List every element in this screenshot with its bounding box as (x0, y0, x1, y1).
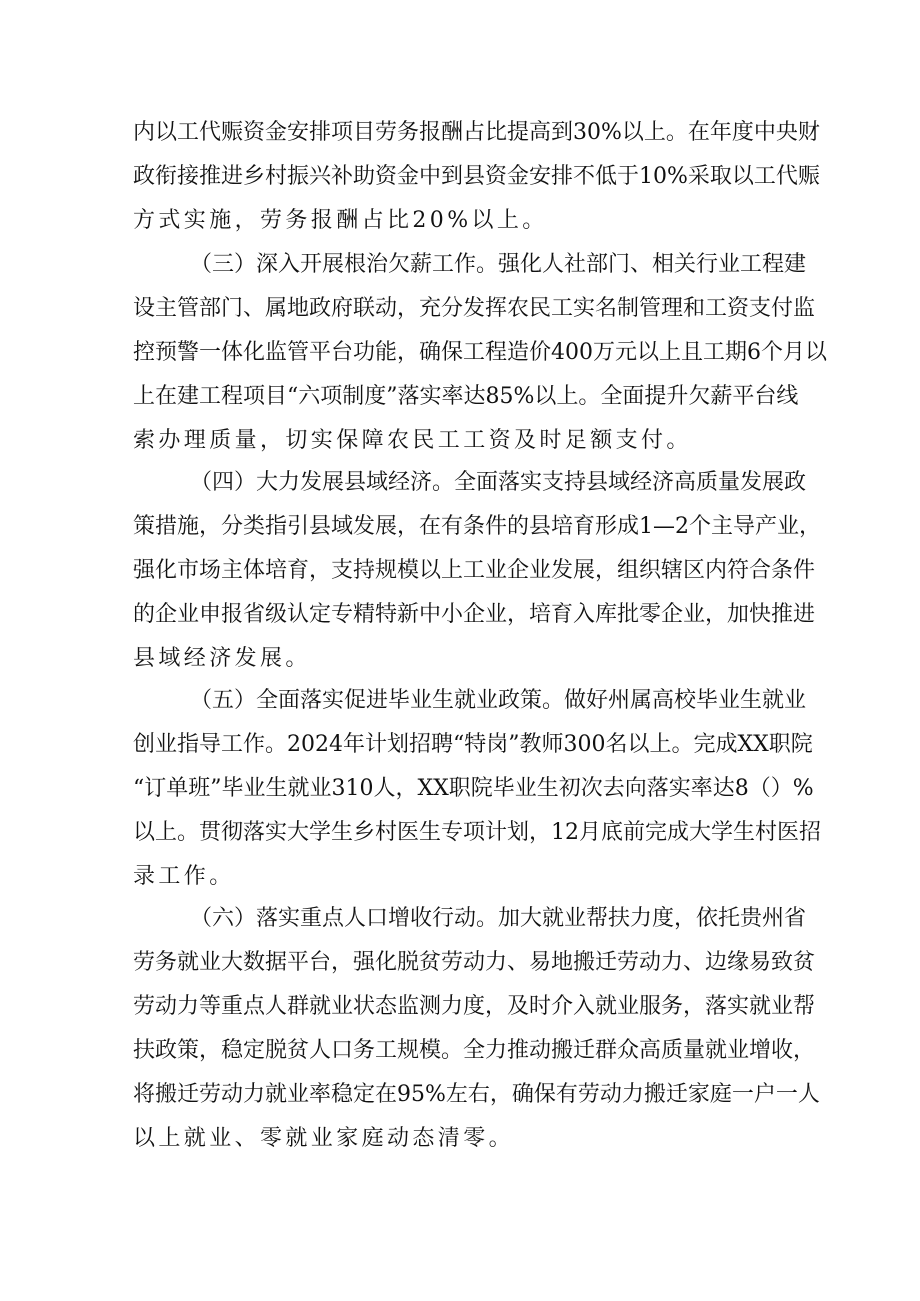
text-line: 策措施，分类指引县域发展，在有条件的县培育形成1—2个主导产业， (133, 514, 821, 539)
text-line: 索办理质量，切实保障农民工工资及时足额支付。 (133, 428, 692, 453)
section-heading-line: （四）大力发展县域经济。全面落实支持县域经济高质量发展政 (190, 470, 807, 495)
text-line: 政衔接推进乡村振兴补助资金中到县资金安排不低于10%采取以工代赈 (133, 164, 820, 189)
section-heading-line: （五）全面落实促进毕业生就业政策。做好州属高校毕业生就业 (190, 688, 807, 713)
text-line: 上在建工程项目“六项制度”落实率达85%以上。全面提升欠薪平台线 (133, 384, 799, 409)
text-line: 劳动力等重点人群就业状态监测力度，及时介入就业服务，落实就业帮 (133, 994, 816, 1019)
text-line: 将搬迁劳动力就业率稳定在95%左右，确保有劳动力搬迁家庭一户一人 (133, 1082, 820, 1107)
section-heading-line: （三）深入开展根治欠薪工作。强化人社部门、相关行业工程建 (190, 252, 807, 277)
text-line: 强化市场主体培育，支持规模以上工业企业发展，组织辖区内符合条件 (133, 558, 816, 583)
text-line: 创业指导工作。2024年计划招聘“特岗”教师300名以上。完成XX职院 (133, 732, 813, 757)
text-line: 控预警一体化监管平台功能，确保工程造价400万元以上且工期6个月以 (133, 340, 827, 365)
section-heading-line: （六）落实重点人口增收行动。加大就业帮扶力度，依托贵州省 (190, 906, 807, 931)
text-line: 以上。贯彻落实大学生乡村医生专项计划，12月底前完成大学生村医招 (133, 820, 821, 845)
text-line: 以上就业、零就业家庭动态清零。 (133, 1126, 515, 1151)
text-line: 内以工代赈资金安排项目劳务报酬占比提高到30%以上。在年度中央财 (133, 120, 820, 145)
text-line: 劳务就业大数据平台，强化脱贫劳动力、易地搬迁劳动力、边缘易致贫 (133, 950, 816, 975)
text-line: 扶政策，稳定脱贫人口务工规模。全力推动搬迁群众高质量就业增收， (133, 1038, 816, 1063)
text-line: 县域经济发展。 (133, 646, 311, 671)
text-line: 方式实施，劳务报酬占比20%以上。 (133, 208, 548, 233)
text-line: 的企业申报省级认定专精特新中小企业，培育入库批零企业，加快推进 (133, 602, 816, 627)
text-line: 录工作。 (133, 864, 235, 889)
text-line: 设主管部门、属地政府联动，充分发挥农民工实名制管理和工资支付监 (133, 296, 816, 321)
text-line: “订单班”毕业生就业310人，XX职院毕业生初次去向落实率达8（）% (133, 776, 814, 801)
